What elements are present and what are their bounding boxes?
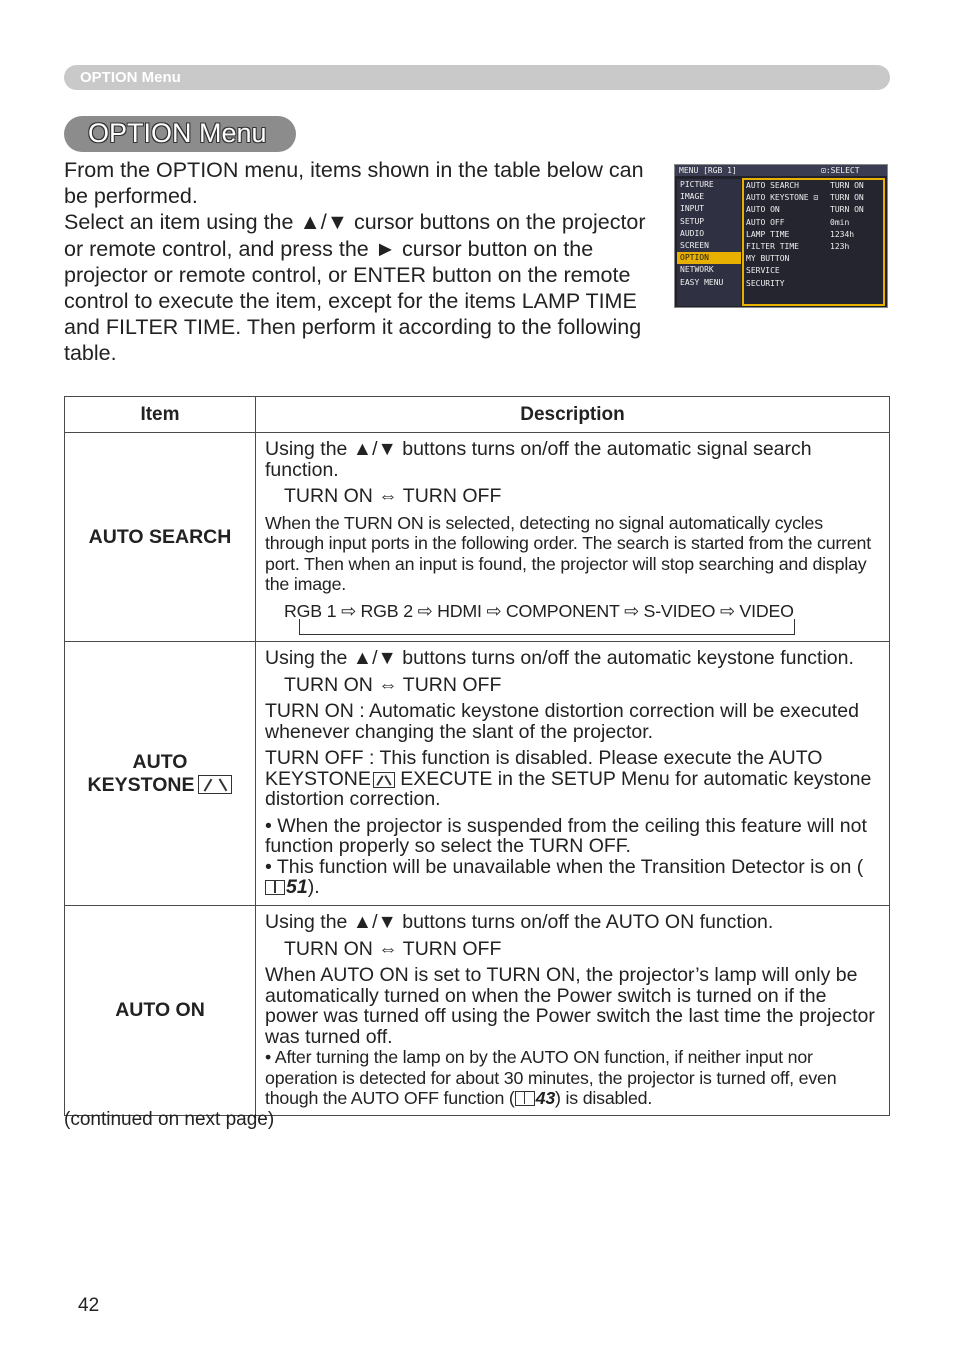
auto-search-line1: Using the ▲/▼ buttons turns on/off the automatic signal search function.	[265, 438, 812, 481]
header-item: Item	[65, 397, 256, 433]
menu-right-name: AUTO KEYSTONE ⊡	[746, 193, 819, 203]
auto-on-desc: When AUTO ON is set to TURN ON, the projector’s lamp will only be automatically turned on when the Power switch is turned on if the power was turned off using the Power switch the last time the projector was turned off.	[265, 964, 875, 1048]
option-table	[64, 396, 890, 1116]
menu-right-name: SERVICE	[746, 266, 780, 276]
menu-right-name: SECURITY	[746, 278, 785, 288]
book-reference-icon	[515, 1091, 535, 1106]
menu-left-item: INPUT	[680, 204, 705, 214]
running-header-label: OPTION Menu	[80, 69, 181, 86]
menu-right-value: 1234h	[830, 229, 855, 239]
header-description: Description	[256, 397, 890, 433]
auto-keystone-bullet2	[265, 857, 881, 898]
menu-right-value: 123h	[830, 241, 850, 251]
menu-right-name: MY BUTTON	[746, 254, 790, 264]
table-row-auto-search	[65, 433, 890, 642]
menu-right-name: AUTO SEARCH	[746, 181, 799, 190]
running-header	[64, 65, 890, 90]
item-auto-keystone-line1: AUTO	[132, 750, 188, 773]
continued-note: (continued on next page)	[64, 1109, 275, 1130]
menu-right-value: TURN ON	[830, 193, 864, 203]
menu-left-item: AUDIO	[680, 228, 705, 238]
page-number: 42	[78, 1295, 100, 1316]
auto-keystone-toggle: TURN ON ⇔ TURN OFF	[284, 673, 502, 696]
auto-search-toggle: TURN ON ⇔ TURN OFF	[284, 485, 502, 507]
menu-left-list	[677, 179, 741, 306]
menu-right-value: 0min	[830, 217, 850, 227]
item-auto-keystone-line2: KEYSTONE	[87, 773, 195, 796]
menu-right-row	[744, 278, 883, 290]
auto-keystone-on-desc: TURN ON : Automatic keystone distortion correction will be executed whenever changing the slant of the projector.	[265, 700, 859, 743]
item-auto-keystone-line2-wrap	[65, 774, 255, 797]
menu-title: MENU [RGB 1]	[679, 166, 737, 175]
menu-left-item: SETUP	[680, 216, 705, 226]
auto-keystone-line1: Using the ▲/▼ buttons turns on/off the automatic keystone function.	[265, 647, 854, 669]
menu-right-row	[744, 204, 883, 216]
menu-screenshot	[674, 164, 888, 308]
menu-right-row	[744, 180, 883, 192]
menu-left-item: EASY MENU	[680, 277, 724, 287]
menu-right-row	[744, 265, 883, 277]
desc-auto-keystone	[256, 642, 890, 906]
auto-keystone-off-desc-a: TURN OFF : This function is disabled. Please execute the AUTO KEYSTONE	[265, 747, 823, 790]
table-row-auto-on	[65, 906, 890, 1116]
menu-right-value: TURN ON	[830, 181, 864, 190]
desc-auto-on	[256, 906, 890, 1116]
auto-keystone-bullet2-a: • This function will be unavailable when the Transition Detector is on (	[265, 855, 864, 878]
item-auto-search: AUTO SEARCH	[65, 433, 256, 642]
menu-right-row	[744, 241, 883, 253]
menu-left-item: IMAGE	[680, 192, 705, 202]
menu-right-list	[742, 178, 885, 306]
menu-right-name: LAMP TIME	[746, 229, 790, 239]
auto-on-note-a: • After turning the lamp on by the AUTO ON function, if neither input nor operation is detected for about 30 minutes, the projector is turned off, even though the AUTO OFF function (	[265, 1047, 837, 1108]
intro-text	[64, 157, 664, 367]
auto-on-toggle: TURN ON ⇔ TURN OFF	[284, 937, 502, 960]
item-auto-on: AUTO ON	[65, 906, 256, 1116]
page-ref-51: 51	[286, 876, 308, 898]
menu-select-hint: ⊡:SELECT	[821, 166, 860, 175]
keystone-icon	[198, 775, 232, 794]
auto-search-sequence: RGB 1 ⇨ RGB 2 ⇨ HDMI ⇨ COMPONENT ⇨ S-VIDEO ⇨ VIDEO	[284, 600, 794, 621]
table-row-auto-keystone	[65, 642, 890, 906]
keystone-icon	[373, 772, 395, 788]
intro-paragraph-1: From the OPTION menu, items shown in the table below can be performed.	[64, 158, 644, 209]
menu-right-row	[744, 217, 883, 229]
page-ref-43: 43	[535, 1088, 556, 1108]
menu-left-item-selected: OPTION	[677, 252, 741, 264]
menu-right-name: AUTO ON	[746, 205, 780, 215]
item-auto-keystone	[65, 642, 256, 906]
menu-right-row	[744, 192, 883, 204]
menu-right-value: TURN ON	[830, 205, 864, 215]
menu-right-row	[744, 253, 883, 265]
auto-keystone-off-desc-b: EXECUTE in the SETUP Menu for automatic keystone distortion correction.	[265, 767, 872, 810]
menu-title-bar	[675, 165, 887, 176]
auto-search-note: When the TURN ON is selected, detecting no signal automatically cycles through input ports in the following order. The search is started from the current port. Then when an input is found, the projector will stop searching and display the image.	[265, 512, 871, 594]
table-header-row	[65, 397, 890, 433]
auto-keystone-bullet1: • When the projector is suspended from the ceiling this feature will not function properly so select the TURN OFF.	[265, 814, 867, 857]
auto-on-note-b: ) is disabled.	[555, 1088, 653, 1108]
menu-left-item: PICTURE	[680, 180, 714, 189]
auto-keystone-bullets	[265, 816, 881, 898]
sequence-loop-arrow	[299, 619, 795, 635]
menu-right-row	[744, 229, 883, 241]
intro-paragraph-2: Select an item using the ▲/▼ cursor buttons on the projector or remote control, and press the ► cursor button on the projector or remote control, or ENTER button on the remote control to execute the item, except for the items LAMP TIME and FILTER TIME. Then perform it according to the following table.	[64, 210, 646, 366]
book-reference-icon	[265, 880, 285, 895]
desc-auto-search	[256, 433, 890, 642]
auto-keystone-off-desc	[265, 748, 881, 810]
section-title: OPTION Menu	[88, 118, 267, 148]
auto-on-note	[265, 1047, 881, 1109]
menu-right-name: AUTO OFF	[746, 217, 785, 227]
auto-on-line1: Using the ▲/▼ buttons turns on/off the AUTO ON function.	[265, 911, 774, 933]
menu-left-item: SCREEN	[680, 240, 709, 250]
menu-right-name: FILTER TIME	[746, 241, 799, 251]
auto-keystone-bullet2-b: ).	[307, 876, 320, 898]
menu-left-item: NETWORK	[680, 265, 714, 275]
section-title-pill	[64, 116, 296, 152]
